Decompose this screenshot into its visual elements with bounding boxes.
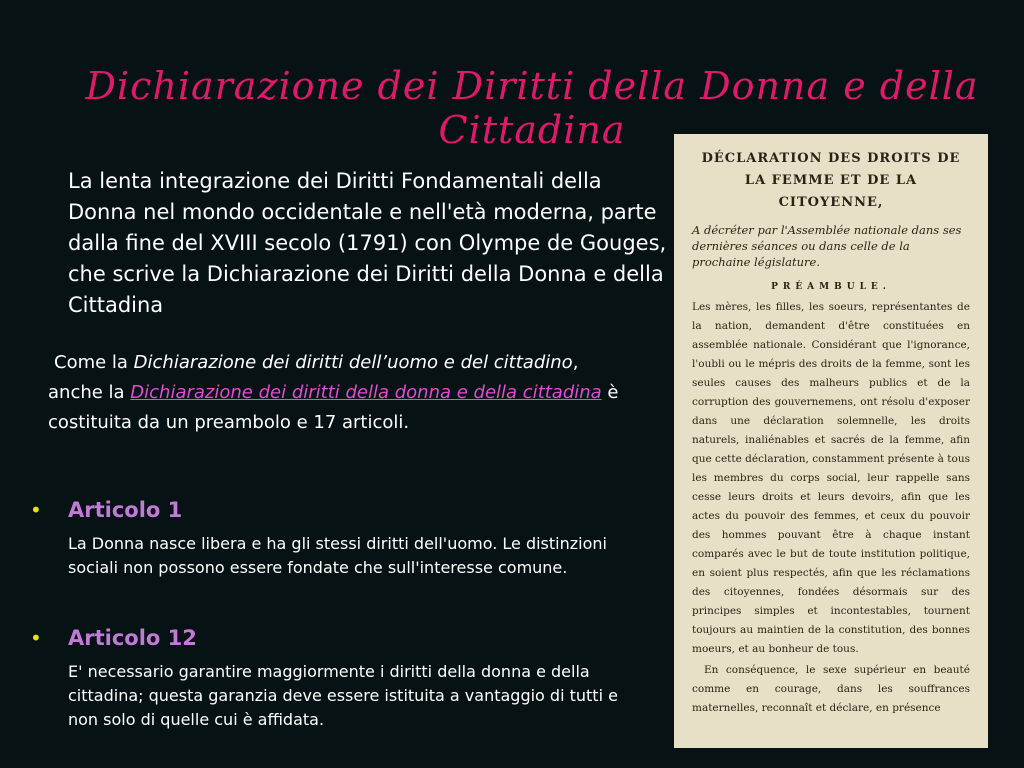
article-item — [30, 498, 630, 580]
comparison-suffix: è costituita da un preambolo e 17 articoli. — [48, 382, 619, 433]
preamble-heading: PRÉAMBULE. — [771, 282, 891, 292]
document-paragraph: En conséquence, le sexe supérieur en beauté comme en courage, dans les souffrances maternelles, reconnaît et déclare, en présence — [692, 664, 970, 714]
article-item — [30, 626, 630, 732]
comparison-prefix-2: anche la — [48, 382, 131, 403]
document-title: DÉCLARATION DES DROITS DE LA FEMME ET DE LA CITOYENNE, — [701, 151, 961, 210]
comparison-prefix: Come la — [54, 352, 134, 373]
reference-title: Dichiarazione dei diritti dell’uomo e del cittadino — [133, 352, 573, 373]
intro-paragraph: La lenta integrazione dei Diritti Fondamentali della Donna nel mondo occidentale e nell'età moderna, parte dalla fine del XVIII secolo (1791) con Olympe de Gouges, che scrive la Dichiarazione dei Diritti della Donna e della Cittadina — [68, 169, 667, 317]
bullet-icon: • — [30, 626, 42, 650]
comparison-paragraph — [48, 348, 648, 438]
historical-document-image — [674, 134, 988, 748]
article-text: La Donna nasce libera e ha gli stessi diritti dell'uomo. Le distinzioni sociali non possono essere fondate che sull'interesse comune. — [68, 534, 607, 577]
article-heading: Articolo 12 — [68, 626, 197, 650]
document-subtitle: A décréter par l'Assemblée nationale dans ses dernières séances ou dans celle de la prochaine législature. — [692, 223, 962, 269]
article-heading: Articolo 1 — [68, 498, 183, 522]
article-text: E' necessario garantire maggiormente i diritti della donna e della cittadina; questa garanzia deve essere istituita a vantaggio di tutti e non solo di quelle cui è affidata. — [68, 662, 618, 729]
bullet-icon: • — [30, 498, 42, 522]
comparison-comma: , — [572, 352, 579, 373]
slide-title: Dichiarazione dei Diritti della Donna e della Cittadina — [85, 64, 979, 152]
declaration-link[interactable]: Dichiarazione dei diritti della donna e della cittadina — [130, 382, 602, 403]
document-paragraph: Les mères, les filles, les soeurs, représentantes de la nation, demandent d'être constituées en assemblée nationale. Considérant que l'ignorance, l'oubli ou le mépris des droits de la femme, sont les seules causes des malheurs publics et de la corruption des gouvernemens, ont résolu d'exposer dans une déclaration solemnelle, les droits naturels, inaliénables et sacrés de la femme, afin que cette déclaration, constamment présente à tous les membres du corps social, leur rappelle sans cesse leurs droits et leurs devoirs, afin que les actes du pouvoir des femmes, et ceux du pouvoir des hommes pouvant être à chaque instant comparés avec le but de toute institution politique, en soient plus respectés, afin que les réclamations des citoyennes, fondées désormais sur des principes simples et incontestables, tournent toujours au maintien de la constitution, des bonnes moeurs, et au bonheur de tous. — [692, 301, 970, 655]
